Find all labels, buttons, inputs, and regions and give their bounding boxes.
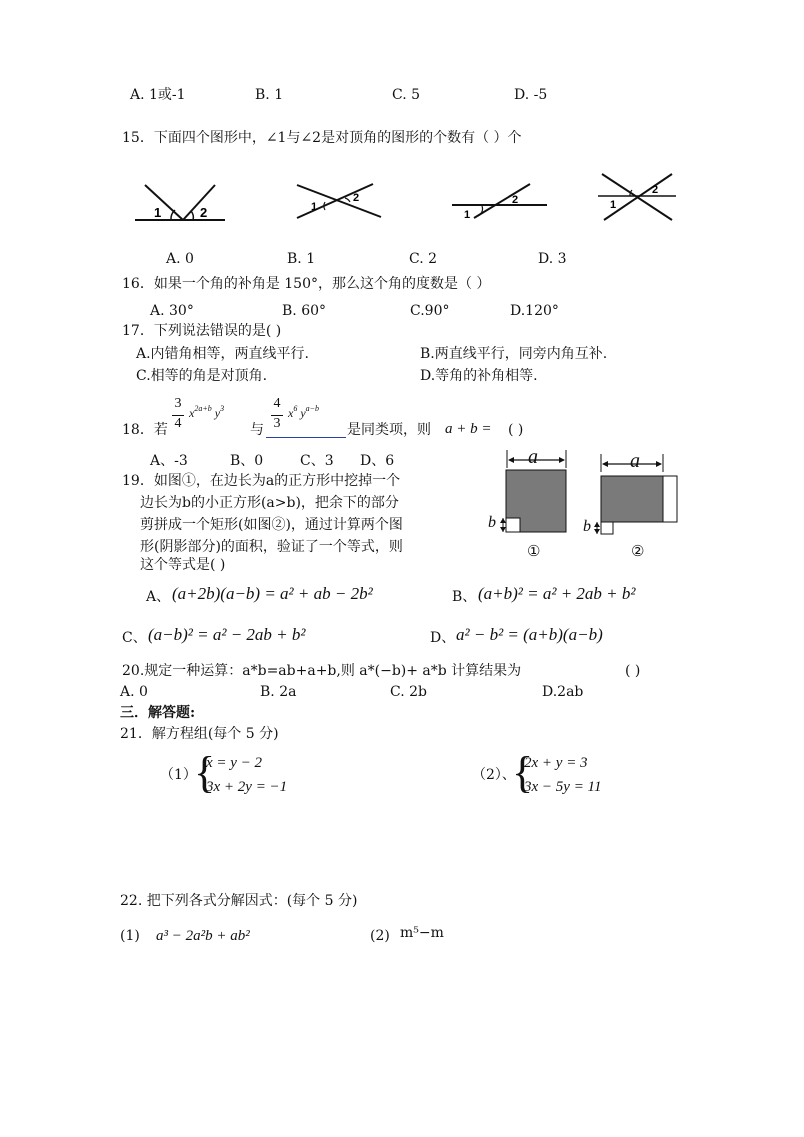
- q15-option-d: D. 3: [538, 251, 567, 267]
- q19-fig2-label-b: b: [583, 518, 591, 535]
- q19-line-4: 形(阴影部分)的面积，验证了一个等式，则: [140, 539, 403, 555]
- q15-figure-1: [135, 180, 230, 230]
- q18-option-a: A、-3: [150, 453, 188, 469]
- q18-option-b: B、0: [230, 453, 264, 469]
- q14-option-a: A. 1或-1: [130, 87, 186, 103]
- q20-option-b: B. 2a: [260, 684, 297, 700]
- q19-fig2-caption: ②: [631, 542, 645, 560]
- q19-line-5: 这个等式是( ): [140, 557, 226, 573]
- q19-fig1-caption: ①: [527, 542, 541, 560]
- q21-p2-label: （2）、: [472, 767, 516, 783]
- q18-expr: a + b =: [445, 421, 492, 437]
- fig3-angle1-label: 1: [464, 209, 471, 221]
- q21-p2-eq1: 2x + y = 3: [524, 755, 588, 771]
- q18-frac1-den: 4: [174, 416, 182, 431]
- q19-option-c: (a−b)² = a² − 2ab + b²: [148, 625, 306, 644]
- q19-option-d: a² − b² = (a+b)(a−b): [456, 625, 603, 644]
- q15-figure-3: [452, 180, 552, 225]
- q15-option-c: C. 2: [409, 251, 438, 267]
- q18-term2-y: y: [300, 406, 306, 420]
- q17-question: 17．下列说法错误的是( ): [122, 323, 282, 339]
- q19-option-b-label: B、: [452, 589, 477, 605]
- fig2-angle2-label: 2: [353, 192, 360, 204]
- fig1-angle1-label: 1: [154, 205, 162, 220]
- q17-option-a: A.内错角相等，两直线平行.: [136, 346, 310, 362]
- q20-option-d: D.2ab: [542, 684, 584, 700]
- q19-option-d-label: D、: [430, 630, 456, 646]
- q18-frac2-num: 4: [273, 396, 281, 411]
- q20-option-c: C. 2b: [390, 684, 427, 700]
- q19-fig2-label-a: a: [630, 450, 640, 472]
- q18-paren: ( ): [508, 422, 524, 438]
- q18-mid: 是同类项，则: [347, 422, 431, 438]
- fig4-angle1-label: 1: [610, 199, 617, 211]
- q18-term1-yexp: 3: [220, 404, 225, 413]
- q18-term1-x: x: [189, 406, 195, 420]
- q16-question: 16．如果一个角的补角是 150°，那么这个角的度数是（ ）: [122, 276, 491, 292]
- fig4-angle2-label: 2: [652, 184, 659, 196]
- q18-term1-y: y: [214, 406, 221, 420]
- q19-fig1-label-a: a: [528, 446, 538, 468]
- q21-p1-brace: {: [194, 748, 216, 797]
- q16-option-a: A. 30°: [150, 303, 194, 319]
- q16-option-c: C.90°: [410, 303, 450, 319]
- q18-with: 与: [250, 422, 264, 438]
- q16-option-d: D.120°: [510, 303, 559, 319]
- q15-question: 15．下面四个图形中，∠1与∠2是对顶角的图形的个数有（ ）个: [122, 130, 522, 146]
- section-title: 三．解答题:: [120, 705, 196, 721]
- q22-p1-label: (1): [120, 928, 140, 944]
- q19-line-3: 剪拼成一个矩形(如图②)，通过计算两个图: [140, 517, 403, 533]
- q18-term2-yexp: a−b: [305, 404, 320, 413]
- fig3-angle2-label: 2: [512, 194, 519, 206]
- q21-p2-eq2: 3x − 5y = 11: [524, 779, 602, 795]
- q14-option-b: B. 1: [255, 87, 284, 103]
- q21-p1-eq2: 3x + 2y = −1: [206, 779, 288, 795]
- q18-term1-exp: 2a+b: [194, 404, 212, 413]
- q17-option-b: B.两直线平行，同旁内角互补.: [420, 346, 608, 362]
- q14-option-d: D. -5: [514, 87, 548, 103]
- q16-option-b: B. 60°: [282, 303, 327, 319]
- q15-figure-4: [598, 170, 678, 225]
- q19-fig1-label-b: b: [488, 514, 496, 531]
- q21-question: 21．解方程组(每个 5 分): [120, 726, 279, 742]
- q14-option-c: C. 5: [392, 87, 421, 103]
- q20-question: 20.规定一种运算：a*b=ab+a+b,则 a*(−b)+ a*b 计算结果为: [122, 663, 522, 679]
- fig1-angle2-label: 2: [200, 205, 208, 220]
- q18-prefix: 18．若: [122, 422, 168, 438]
- q19-line-1: 19．如图①，在边长为a的正方形中挖掉一个: [122, 473, 401, 489]
- q22-p2-label: (2): [370, 928, 390, 944]
- q15-option-b: B. 1: [287, 251, 316, 267]
- q19-option-c-label: C、: [122, 630, 147, 646]
- q19-line-2: 边长为b的小正方形(a>b)，把余下的部分: [140, 495, 399, 511]
- q15-figure-2: [295, 180, 385, 230]
- q18-underline: [266, 437, 346, 438]
- q22-p2-expr: m⁵−m: [400, 925, 444, 941]
- q17-option-c: C.相等的角是对顶角.: [136, 368, 268, 384]
- fig2-angle1-label: 1: [311, 201, 318, 213]
- q17-option-d: D.等角的补角相等.: [420, 368, 538, 384]
- q20-paren: ( ): [625, 663, 641, 679]
- q18-term2-exp: 6: [293, 404, 298, 413]
- q19-option-b: (a+b)² = a² + 2ab + b²: [478, 584, 636, 603]
- q18-frac2-den: 3: [273, 416, 281, 431]
- q19-option-a: (a+2b)(a−b) = a² + ab − 2b²: [172, 584, 373, 603]
- q15-option-a: A. 0: [166, 251, 194, 267]
- q18-option-c: C、3: [300, 453, 334, 469]
- q21-p1-eq1: x = y − 2: [206, 755, 263, 771]
- q20-option-a: A. 0: [120, 684, 148, 700]
- q22-question: 22. 把下列各式分解因式：(每个 5 分): [120, 893, 358, 909]
- q18-option-d: D、6: [360, 453, 395, 469]
- q21-p2-brace: {: [512, 748, 534, 797]
- q22-p1-expr: a³ − 2a²b + ab²: [156, 928, 250, 944]
- q21-p1-label: （1）: [160, 767, 197, 783]
- q18-term2-x: x: [288, 406, 294, 420]
- q18-frac1-num: 3: [174, 396, 182, 411]
- q19-option-a-label: A、: [146, 589, 171, 605]
